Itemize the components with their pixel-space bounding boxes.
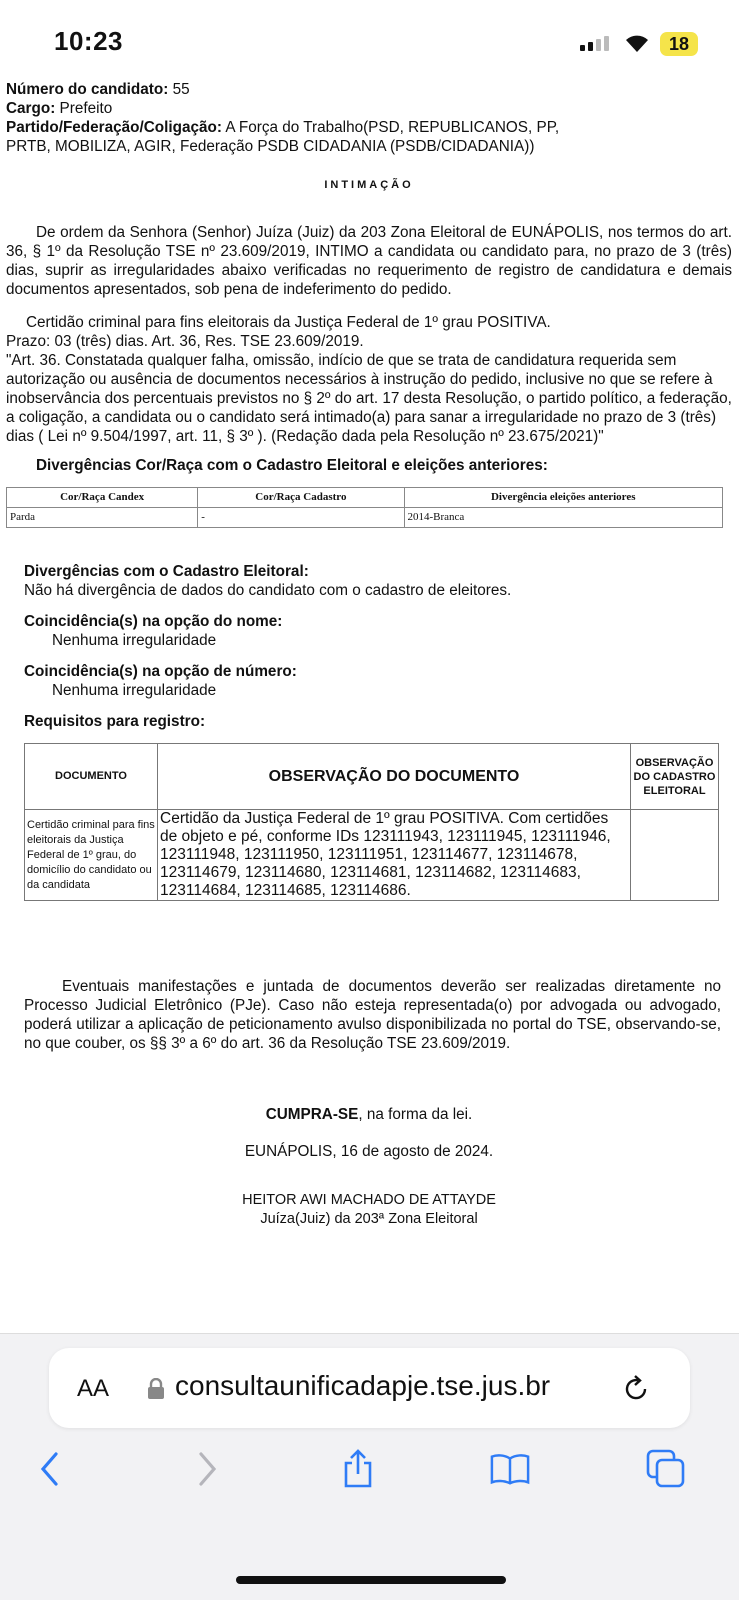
requirements-title: Requisitos para registro: bbox=[24, 713, 206, 730]
col-header: OBSERVAÇÃO DO DOCUMENTO bbox=[158, 744, 631, 810]
signer-role: Juíza(Juiz) da 203ª Zona Eleitoral bbox=[260, 1211, 478, 1227]
race-divergence-title: Divergências Cor/Raça com o Cadastro Eleitoral e eleições anteriores: bbox=[36, 457, 548, 474]
book-icon bbox=[490, 1452, 530, 1486]
reader-options-button[interactable]: AA bbox=[77, 1375, 110, 1402]
criminal-cert-note: Certidão criminal para fins eleitorais da Justiça Federal de 1º grau POSITIVA. bbox=[26, 314, 551, 331]
bookmarks-button[interactable] bbox=[490, 1449, 530, 1489]
battery-indicator: 18 bbox=[660, 32, 698, 56]
lock-icon bbox=[147, 1378, 165, 1400]
race-table bbox=[6, 487, 723, 528]
status-bar bbox=[0, 0, 739, 84]
cumpra-se: CUMPRA-SE, na forma da lei. bbox=[265, 1106, 473, 1123]
back-button[interactable] bbox=[30, 1449, 70, 1489]
share-button[interactable] bbox=[338, 1449, 378, 1489]
url-text[interactable]: consultaunificadapje.tse.jus.br bbox=[175, 1370, 551, 1401]
requirements-table bbox=[24, 743, 719, 901]
document-title: INTIMAÇÃO bbox=[324, 179, 414, 191]
office: Cargo: Prefeito bbox=[6, 100, 113, 117]
col-header: Cor/Raça Candex bbox=[7, 488, 198, 508]
address-bar[interactable] bbox=[49, 1348, 690, 1428]
table-row bbox=[25, 810, 719, 901]
intimation-paragraph: De ordem da Senhora (Senhor) Juíza (Juiz) da 203 Zona Eleitoral de EUNÁPOLIS, nos termos do art. 36, § 1º da Resolução TSE nº 23.609/2019, INTIMO a candidata ou candidato para, no prazo de 3 (três) dias, suprir as irregularidades abaixo verificadas no requerimento de registro de candidatura e demais documentos apresentados, sob pena de indeferimento do pedido. bbox=[6, 224, 732, 298]
forward-button[interactable] bbox=[187, 1449, 227, 1489]
name-coincidence-text: Nenhuma irregularidade bbox=[52, 632, 217, 649]
col-header: Divergência eleições anteriores bbox=[404, 488, 723, 508]
place-date: EUNÁPOLIS, 16 de agosto de 2024. bbox=[244, 1143, 494, 1160]
cell: - bbox=[198, 508, 404, 528]
col-header: DOCUMENTO bbox=[25, 744, 158, 810]
tabs-button[interactable] bbox=[646, 1449, 686, 1489]
wifi-icon bbox=[624, 32, 650, 54]
name-coincidence-title: Coincidência(s) na opção do nome: bbox=[24, 613, 283, 630]
col-header: Cor/Raça Cadastro bbox=[198, 488, 404, 508]
cell bbox=[631, 810, 719, 901]
number-coincidence-title: Coincidência(s) na opção de número: bbox=[24, 663, 297, 680]
article-quote: "Art. 36. Constatada qualquer falha, omissão, indício de que se trata de candidatura requerida sem autorização ou ausência de documentos necessários à instrução do pedido, inclusive no que se refere à inobservância dos percentuais previstos no § 2º do art. 17 desta Resolução, o partido político, a federação, a coligação, a candidata ou o candidato será intimado(a) para sanar a irregularidade no prazo de 3 (três) dias ( Lei nº 9.504/1997, art. 11, § 3º ). (Redação dada pela Resolução nº 23.675/2021)" bbox=[6, 352, 732, 445]
document bbox=[6, 80, 732, 1229]
number-coincidence-text: Nenhuma irregularidade bbox=[52, 682, 217, 699]
col-header: OBSERVAÇÃO DO CADASTRO ELEITORAL bbox=[631, 744, 719, 810]
signer-name: HEITOR AWI MACHADO DE ATTAYDE bbox=[242, 1192, 496, 1208]
home-indicator bbox=[236, 1576, 506, 1584]
reload-icon[interactable] bbox=[621, 1374, 651, 1404]
tabs-icon bbox=[646, 1449, 686, 1489]
registry-divergence-title: Divergências com o Cadastro Eleitoral: bbox=[24, 563, 309, 580]
cell: Parda bbox=[7, 508, 198, 528]
final-paragraph: Eventuais manifestações e juntada de documentos deverão ser realizadas diretamente no Processo Judicial Eletrônico (PJe). Caso não esteja representada(o) por advogada ou advogado, poderá utilizar a aplicação de peticionamento avulso disponibilizada no portal do TSE, observando-se, no que couber, os §§ 3º a 6º do art. 36 da Resolução TSE 23.609/2019. bbox=[24, 978, 721, 1052]
cell: Certidão criminal para fins eleitorais da Justiça Federal de 1º grau, do domicílio do candidato ou da candidata bbox=[25, 810, 158, 901]
cell: 2014-Branca bbox=[404, 508, 723, 528]
chevron-right-icon bbox=[195, 1451, 219, 1487]
table-row bbox=[7, 508, 723, 528]
deadline: Prazo: 03 (três) dias. Art. 36, Res. TSE 23.609/2019. bbox=[6, 333, 364, 350]
clock: 10:23 bbox=[54, 26, 123, 56]
candidate-number: Número do candidato: 55 bbox=[6, 81, 190, 98]
registry-divergence-text: Não há divergência de dados do candidato com o cadastro de eleitores. bbox=[24, 582, 512, 599]
cell: Certidão da Justiça Federal de 1º grau POSITIVA. Com certidões de objeto e pé, conforme IDs 123111943, 123111945, 123111946, 123111948, 123111950, 123111951, 123114677, 123114678, 123114679, 123114680, 123114681, 123114682, 123114683, 123114684, 123114685, 123114686. bbox=[158, 810, 631, 901]
party: Partido/Federação/Coligação: A Força do Trabalho(PSD, REPUBLICANOS, PP, PRTB, MOBILIZA, AGIR, Federação PSDB CIDADANIA (PSDB/CIDADANIA)) bbox=[6, 119, 560, 155]
share-icon bbox=[341, 1449, 375, 1489]
browser-bottom-bar bbox=[0, 1333, 739, 1600]
chevron-left-icon bbox=[38, 1451, 62, 1487]
cellular-signal-icon bbox=[580, 36, 609, 51]
